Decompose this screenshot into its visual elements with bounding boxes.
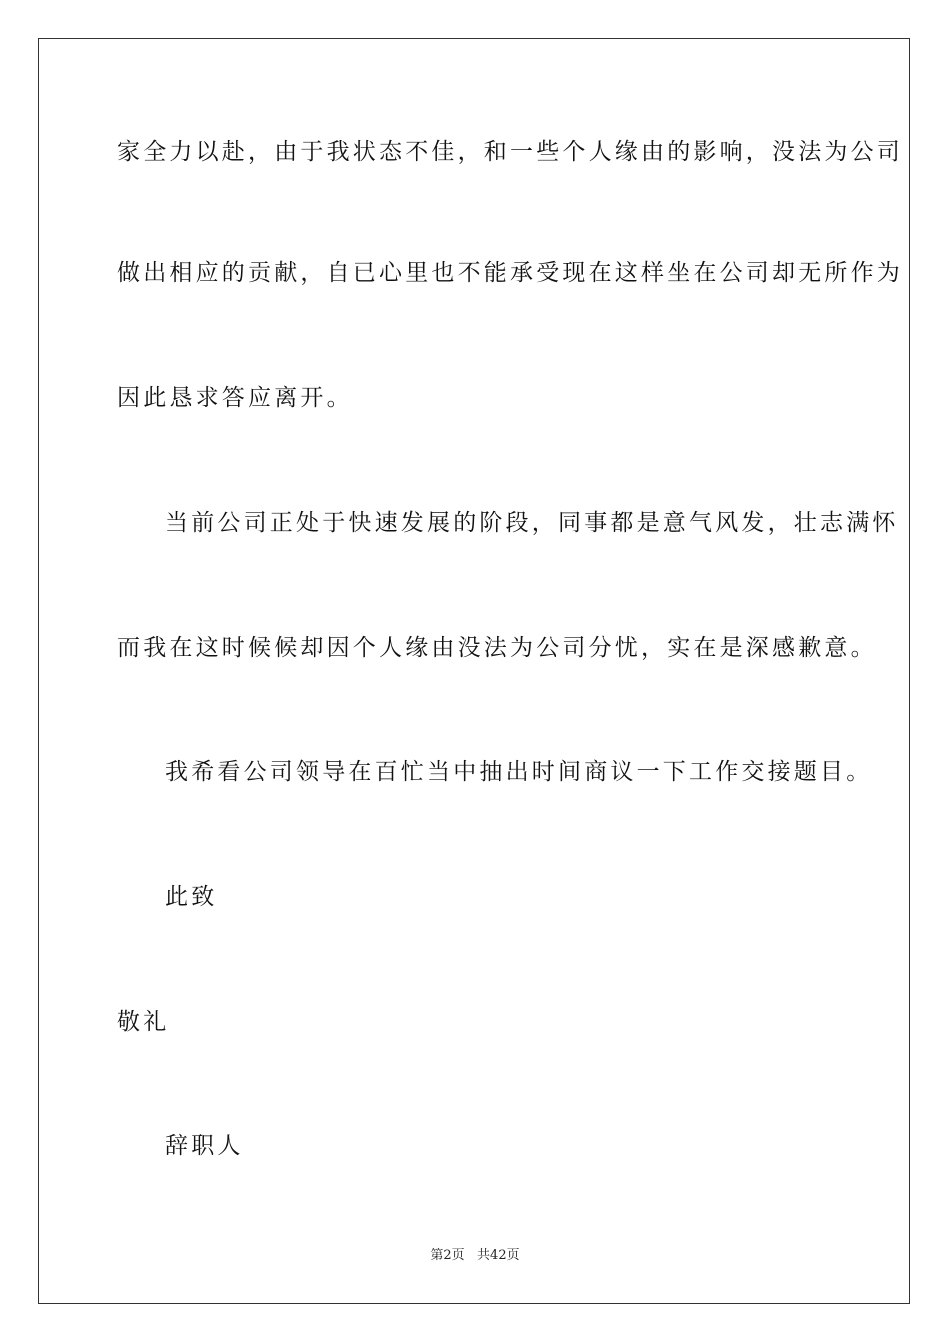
body-line-5: 而我在这时候候却因个人缘由没法为公司分忧，实在是深感歉意。 bbox=[117, 635, 877, 661]
salutation-regards: 敬礼 bbox=[117, 1009, 170, 1035]
body-line-6: 我希看公司领导在百忙当中抽出时间商议一下工作交接题目。 bbox=[165, 759, 873, 785]
body-line-3: 因此恳求答应离开。 bbox=[117, 385, 353, 411]
page-border bbox=[38, 38, 910, 1304]
page-number-footer: 第2页 共42页 bbox=[430, 1248, 520, 1263]
body-line-2: 做出相应的贡献，自已心里也不能承受现在这样坐在公司却无所作为 bbox=[117, 260, 903, 286]
salutation-closing: 此致 bbox=[165, 884, 218, 910]
body-line-1: 家全力以赴，由于我状态不佳，和一些个人缘由的影响，没法为公司 bbox=[117, 139, 903, 165]
body-line-4: 当前公司正处于快速发展的阶段，同事都是意气风发，壮志满怀 bbox=[165, 510, 899, 536]
signature-label: 辞职人 bbox=[165, 1133, 244, 1159]
